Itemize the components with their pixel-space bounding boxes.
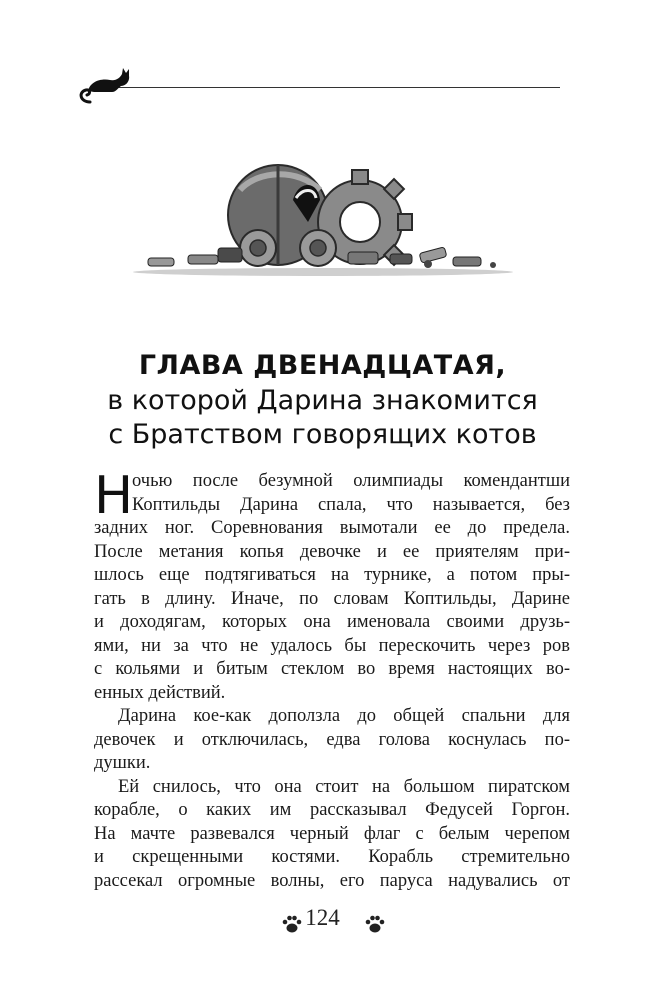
page-footer	[0, 905, 645, 941]
text-line: корабле, о каких им рассказывал Федусей Горгон.	[94, 800, 570, 820]
drop-cap: Н	[94, 466, 134, 526]
text-line: ями, ни за что не удалось бы перескочить через ров	[94, 635, 570, 656]
text-line: рассекал огромные волны, его паруса надувались от	[94, 870, 570, 891]
paw-print-icon	[364, 913, 386, 935]
text-line: и доходягам, которых она именовала своими друзь-	[94, 612, 570, 632]
text-line: Дарина кое-как доползла до общей спальни для	[118, 706, 570, 726]
text-line: Ей снилось, что она стоит на большом пиратском	[118, 776, 570, 797]
chapter-subtitle-line-1: в которой Дарина знакомится	[107, 385, 538, 416]
text-line: гать в длину. Иначе, по словам Коптильды, Дарине	[94, 588, 570, 609]
text-line: с кольями и битым стеклом во время настоящих во-	[94, 659, 570, 679]
page-number: 124	[305, 905, 340, 930]
chapter-heading: ГЛАВА ДВЕНАДЦАТАЯ,	[138, 350, 507, 381]
text-line: шлось еще подтягиваться на турнике, а потом пры-	[94, 565, 570, 585]
text-line: и скрещенными костями. Корабль стремительно	[94, 847, 570, 867]
text-line: На мачте развевался черный флаг с белым черепом	[94, 823, 570, 844]
cat-silhouette-icon	[76, 64, 134, 110]
header-rule	[118, 87, 560, 88]
broken-robot-gears-illustration	[128, 160, 518, 280]
text-line: енных действий.	[94, 682, 226, 703]
text-line: задних ног. Соревнования вымотали ее до предела.	[94, 518, 570, 538]
chapter-subtitle-line-2: с Братством говорящих котов	[108, 419, 537, 450]
text-line: Коптильды Дарина спала, что называется, без	[132, 494, 570, 515]
text-line: После метания копья девочке и ее приятелям при-	[94, 541, 570, 562]
text-line: очью после безумной олимпиады комендантши	[132, 471, 570, 491]
text-line: девочек и отключилась, едва голова коснулась по-	[94, 729, 570, 750]
chapter-body	[94, 466, 570, 893]
text-line: душки.	[94, 753, 151, 773]
